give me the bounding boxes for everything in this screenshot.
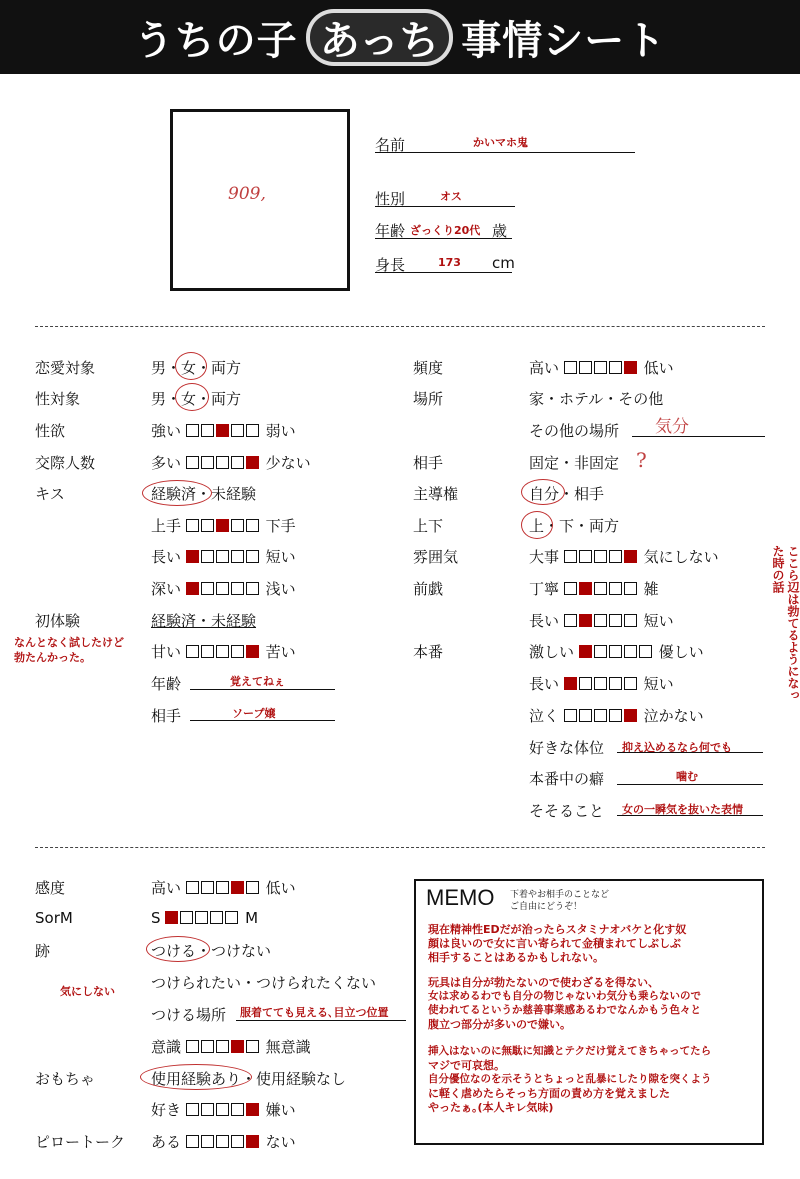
side-note: ここら辺は勃てるようになった時の話 — [771, 545, 800, 701]
turn-on-label: そそること — [529, 802, 605, 820]
habit-label: 本番中の癖 — [529, 770, 605, 788]
foreplay-care-high: 雑 — [643, 580, 659, 598]
main-length-scale — [529, 673, 674, 694]
checkbox-empty — [186, 424, 199, 437]
first-taste-high: 苦い — [265, 643, 296, 661]
marked-pref-note: 気にしない — [60, 985, 115, 998]
photo-scribble: 909, — [228, 184, 266, 204]
checkbox-filled — [231, 1040, 244, 1053]
checkbox-empty — [186, 456, 199, 469]
awareness-high: 無意識 — [265, 1038, 311, 1056]
sm-label: SorM — [35, 909, 73, 927]
foreplay-label: 前戯 — [413, 580, 444, 598]
memo-line: 相手することはあるかもしれない。 — [428, 951, 604, 964]
name-value: かいマホ鬼 — [473, 136, 528, 149]
checkbox-empty — [201, 456, 214, 469]
checkbox-empty — [231, 456, 244, 469]
checkbox-filled — [579, 645, 592, 658]
checkbox-filled — [165, 911, 178, 924]
foreplay-length-low: 長い — [529, 612, 560, 630]
checkbox-empty — [246, 424, 259, 437]
checkbox-empty — [201, 519, 214, 532]
memo-line: 顔は良いので女に言い寄られて金積まれてしぶしぶ — [428, 937, 681, 950]
kiss-length-high: 短い — [265, 548, 296, 566]
toys-circle — [140, 1064, 252, 1090]
checkbox-empty — [231, 424, 244, 437]
checkbox-filled — [579, 582, 592, 595]
initiative-value: 自分・相手 — [529, 485, 605, 503]
sexual-target-value: 男・女・両方 — [151, 390, 242, 408]
checkbox-filled — [624, 709, 637, 722]
libido-label: 性欲 — [35, 422, 66, 440]
position-value: 上・下・両方 — [529, 517, 620, 535]
main-cry-low: 泣く — [529, 707, 560, 725]
checkbox-empty — [216, 456, 229, 469]
checkbox-empty — [201, 582, 214, 595]
checkbox-empty — [624, 677, 637, 690]
checkbox-empty — [186, 881, 199, 894]
initiative-label: 主導権 — [413, 485, 459, 503]
checkbox-filled — [231, 881, 244, 894]
memo-line: 使われてるというか慈善事業感あるわでなんかもう色々と — [428, 1004, 701, 1016]
checkbox-filled — [624, 550, 637, 563]
checkbox-empty — [186, 1040, 199, 1053]
age-value: ざっくり20代 — [410, 224, 481, 237]
memo-line: 玩具は自分が勃たないので使わざるを得ない、 — [428, 976, 659, 989]
checkbox-empty — [216, 1040, 229, 1053]
checkbox-empty — [231, 1103, 244, 1116]
marks-place-underline — [236, 1020, 406, 1021]
divider-2 — [35, 847, 765, 848]
checkbox-filled — [579, 614, 592, 627]
sexual-target-label: 性対象 — [35, 390, 81, 408]
partners-low: 多い — [151, 454, 182, 472]
position-label: 上下 — [413, 517, 444, 535]
other-place-value: 気分 — [655, 417, 689, 437]
initiative-circle — [521, 479, 565, 505]
checkbox-empty — [231, 582, 244, 595]
main-intensity-scale — [529, 641, 704, 662]
checkbox-empty — [201, 1103, 214, 1116]
romance-target-label: 恋愛対象 — [35, 359, 96, 377]
foreplay-care-low: 丁寧 — [529, 580, 560, 598]
favorite-position-label: 好きな体位 — [529, 739, 605, 757]
sensitivity-high: 低い — [265, 879, 296, 897]
height-value: 173 — [438, 256, 461, 269]
memo-line: 現在精神性EDだが治ったらスタミナオバケと化す奴 — [428, 923, 687, 936]
memo-hint-2: ご自由にどうぞ！ — [510, 902, 583, 912]
main-cry-scale — [529, 705, 704, 726]
checkbox-empty — [201, 550, 214, 563]
foreplay-care-scale — [529, 578, 659, 599]
checkbox-filled — [246, 456, 259, 469]
first-taste-scale — [151, 641, 296, 662]
checkbox-empty — [186, 645, 199, 658]
libido-scale — [151, 420, 296, 441]
checkbox-empty — [186, 1103, 199, 1116]
first-time-note-1: なんとなく試したけど — [14, 636, 124, 649]
character-photo-box — [170, 109, 350, 291]
checkbox-empty — [609, 361, 622, 374]
memo-line: に軽く虐めたらそっち方面の責め方を覚えました — [428, 1087, 670, 1100]
checkbox-filled — [186, 550, 199, 563]
checkbox-empty — [231, 519, 244, 532]
age-unit: 歳 — [492, 222, 508, 240]
checkbox-empty — [201, 645, 214, 658]
memo-line: 挿入はないのに無駄に知識とテクだけ覚えてきちゃってたら — [428, 1045, 712, 1057]
habit-value: 噛む — [676, 770, 698, 783]
sm-high: M — [245, 909, 259, 927]
habit-underline — [617, 784, 763, 785]
main-label: 本番 — [413, 643, 444, 661]
marks-label: 跡 — [35, 942, 51, 960]
first-time-note-2: 勃たんかった。 — [14, 651, 91, 664]
memo-title: MEMO — [426, 885, 495, 910]
checkbox-empty — [201, 424, 214, 437]
title-part-1: うちの子 — [133, 17, 298, 64]
first-partner-label: 相手 — [151, 707, 182, 725]
sexual-target-circle — [175, 383, 209, 411]
marked-pref-value: つけられたい・つけられたくない — [151, 974, 377, 992]
place-value: 家・ホテル・その他 — [529, 390, 664, 408]
pillow-talk-high: ない — [265, 1133, 296, 1151]
checkbox-empty — [216, 582, 229, 595]
sm-scale — [151, 909, 258, 927]
partners-high: 少ない — [265, 454, 311, 472]
turn-on-value: 女の一瞬気を抜いた表情 — [622, 803, 743, 816]
toys-like-high: 嫌い — [265, 1101, 296, 1119]
memo-line: やったぁ｡(本人キレ気味) — [428, 1101, 554, 1114]
toys-like-low: 好き — [151, 1101, 182, 1119]
checkbox-empty — [216, 1103, 229, 1116]
checkbox-empty — [594, 361, 607, 374]
checkbox-empty — [609, 709, 622, 722]
foreplay-length-high: 短い — [643, 612, 674, 630]
checkbox-empty — [231, 550, 244, 563]
mood-high: 気にしない — [643, 548, 719, 566]
position-circle — [521, 511, 553, 539]
first-time-value: 経験済・未経験 — [151, 612, 257, 630]
partners-scale — [151, 452, 311, 473]
awareness-scale — [151, 1036, 311, 1057]
romance-target-value: 男・女・両方 — [151, 359, 242, 377]
name-underline — [375, 152, 635, 153]
sensitivity-scale — [151, 877, 296, 898]
checkbox-empty — [210, 911, 223, 924]
checkbox-empty — [579, 550, 592, 563]
marks-circle — [146, 936, 210, 962]
checkbox-empty — [624, 645, 637, 658]
checkbox-empty — [216, 1135, 229, 1148]
kiss-label: キス — [35, 485, 65, 503]
mood-low: 大事 — [529, 548, 560, 566]
checkbox-filled — [246, 645, 259, 658]
marks-value: つける・つけない — [151, 942, 272, 960]
first-partner-underline — [190, 720, 335, 721]
name-label: 名前 — [375, 136, 406, 154]
checkbox-empty — [594, 677, 607, 690]
checkbox-empty — [246, 881, 259, 894]
memo-line: 自分優位なのを示そうとちょっと乱暴にしたり隙を突くよう — [428, 1073, 712, 1085]
checkbox-empty — [246, 519, 259, 532]
main-intensity-high: 優しい — [658, 643, 704, 661]
age-label: 年齢 — [375, 222, 406, 240]
checkbox-empty — [609, 550, 622, 563]
first-age-underline — [190, 689, 335, 690]
checkbox-empty — [216, 881, 229, 894]
checkbox-empty — [564, 361, 577, 374]
kiss-skill-low: 上手 — [151, 517, 182, 535]
kiss-length-low: 長い — [151, 548, 182, 566]
checkbox-empty — [246, 582, 259, 595]
marks-place-value: 服着てても見える､目立つ位置 — [240, 1006, 389, 1019]
checkbox-empty — [594, 582, 607, 595]
checkbox-empty — [564, 614, 577, 627]
checkbox-empty — [201, 881, 214, 894]
first-age-value: 覚えてねぇ — [230, 675, 285, 688]
first-age-label: 年齢 — [151, 675, 182, 693]
checkbox-empty — [564, 582, 577, 595]
checkbox-empty — [246, 550, 259, 563]
place-label: 場所 — [413, 390, 444, 408]
checkbox-empty — [246, 1040, 259, 1053]
checkbox-empty — [609, 614, 622, 627]
checkbox-filled — [216, 424, 229, 437]
checkbox-empty — [180, 911, 193, 924]
checkbox-empty — [609, 645, 622, 658]
gender-label: 性別 — [375, 190, 406, 208]
awareness-low: 意識 — [151, 1038, 182, 1056]
frequency-high: 低い — [643, 359, 674, 377]
frequency-scale — [529, 357, 674, 378]
checkbox-empty — [186, 1135, 199, 1148]
pillow-talk-label: ピロートーク — [35, 1133, 126, 1151]
gender-value: オス — [440, 190, 462, 203]
main-cry-high: 泣かない — [643, 707, 704, 725]
other-place-label: その他の場所 — [529, 422, 620, 440]
checkbox-empty — [564, 550, 577, 563]
sensitivity-label: 感度 — [35, 879, 66, 897]
sm-low: S — [151, 909, 161, 927]
mood-scale — [529, 546, 719, 567]
title-part-3: 事情シート — [461, 17, 667, 64]
checkbox-empty — [594, 614, 607, 627]
partner-type-value: 固定・非固定 — [529, 454, 620, 472]
checkbox-empty — [231, 1135, 244, 1148]
checkbox-empty — [624, 614, 637, 627]
first-taste-low: 甘い — [151, 643, 182, 661]
romance-target-circle — [175, 352, 207, 380]
checkbox-filled — [624, 361, 637, 374]
kiss-depth-low: 深い — [151, 580, 182, 598]
sensitivity-low: 高い — [151, 879, 182, 897]
checkbox-empty — [201, 1040, 214, 1053]
kiss-skill-scale — [151, 515, 296, 536]
foreplay-length-scale — [529, 610, 674, 631]
main-length-low: 長い — [529, 675, 560, 693]
partner-type-label: 相手 — [413, 454, 444, 472]
toys-label: おもちゃ — [35, 1070, 96, 1088]
sheet-header — [0, 0, 800, 74]
memo-box — [414, 879, 764, 1145]
first-time-label: 初体験 — [35, 612, 81, 630]
checkbox-empty — [579, 709, 592, 722]
main-intensity-low: 激しい — [529, 643, 575, 661]
memo-line: 女は求めるわでも自分の物じゃないわ気分も乗らないので — [428, 990, 701, 1002]
checkbox-empty — [609, 677, 622, 690]
checkbox-empty — [624, 582, 637, 595]
checkbox-filled — [216, 519, 229, 532]
title-part-2: あっち — [306, 9, 454, 66]
first-partner-value: ソープ嬢 — [232, 707, 276, 720]
checkbox-empty — [594, 709, 607, 722]
kiss-depth-high: 浅い — [265, 580, 296, 598]
pillow-talk-low: ある — [151, 1133, 182, 1151]
checkbox-empty — [216, 550, 229, 563]
checkbox-empty — [225, 911, 238, 924]
height-underline — [375, 272, 512, 273]
libido-low: 強い — [151, 422, 182, 440]
height-unit: cm — [492, 254, 515, 272]
checkbox-empty — [564, 709, 577, 722]
checkbox-filled — [186, 582, 199, 595]
checkbox-empty — [594, 645, 607, 658]
memo-line: マジで可哀想。 — [428, 1059, 505, 1072]
favorite-position-value: 抑え込めるなら何でも — [622, 741, 732, 754]
age-underline — [375, 238, 512, 239]
toys-like-scale — [151, 1099, 296, 1120]
other-place-underline — [632, 436, 765, 437]
kiss-circle — [142, 480, 212, 506]
checkbox-empty — [201, 1135, 214, 1148]
pillow-talk-scale — [151, 1131, 296, 1152]
checkbox-empty — [639, 645, 652, 658]
partner-type-question: ? — [636, 448, 647, 472]
checkbox-empty — [594, 550, 607, 563]
checkbox-empty — [231, 645, 244, 658]
kiss-length-scale — [151, 546, 296, 567]
frequency-label: 頻度 — [413, 359, 444, 377]
checkbox-empty — [186, 519, 199, 532]
memo-hint-1: 下着やお相手のことなど — [510, 890, 610, 900]
height-label: 身長 — [375, 256, 406, 274]
partners-label: 交際人数 — [35, 454, 96, 472]
checkbox-filled — [246, 1135, 259, 1148]
divider-1 — [35, 326, 765, 327]
checkbox-empty — [195, 911, 208, 924]
memo-line: 腹立つ部分が多いので嫌い。 — [428, 1018, 571, 1031]
kiss-depth-scale — [151, 578, 296, 599]
checkbox-filled — [564, 677, 577, 690]
favorite-position-underline — [617, 752, 763, 753]
turn-on-underline — [617, 815, 763, 816]
checkbox-empty — [579, 361, 592, 374]
toys-value: 使用経験あり・使用経験なし — [151, 1070, 347, 1088]
frequency-low: 高い — [529, 359, 560, 377]
checkbox-empty — [579, 677, 592, 690]
marks-place-label: つける場所 — [151, 1006, 227, 1024]
libido-high: 弱い — [265, 422, 296, 440]
main-length-high: 短い — [643, 675, 674, 693]
checkbox-filled — [246, 1103, 259, 1116]
mood-label: 雰囲気 — [413, 548, 459, 566]
checkbox-empty — [609, 582, 622, 595]
kiss-value: 経験済・未経験 — [151, 485, 257, 503]
gender-underline — [375, 206, 515, 207]
kiss-skill-high: 下手 — [265, 517, 296, 535]
checkbox-empty — [216, 645, 229, 658]
